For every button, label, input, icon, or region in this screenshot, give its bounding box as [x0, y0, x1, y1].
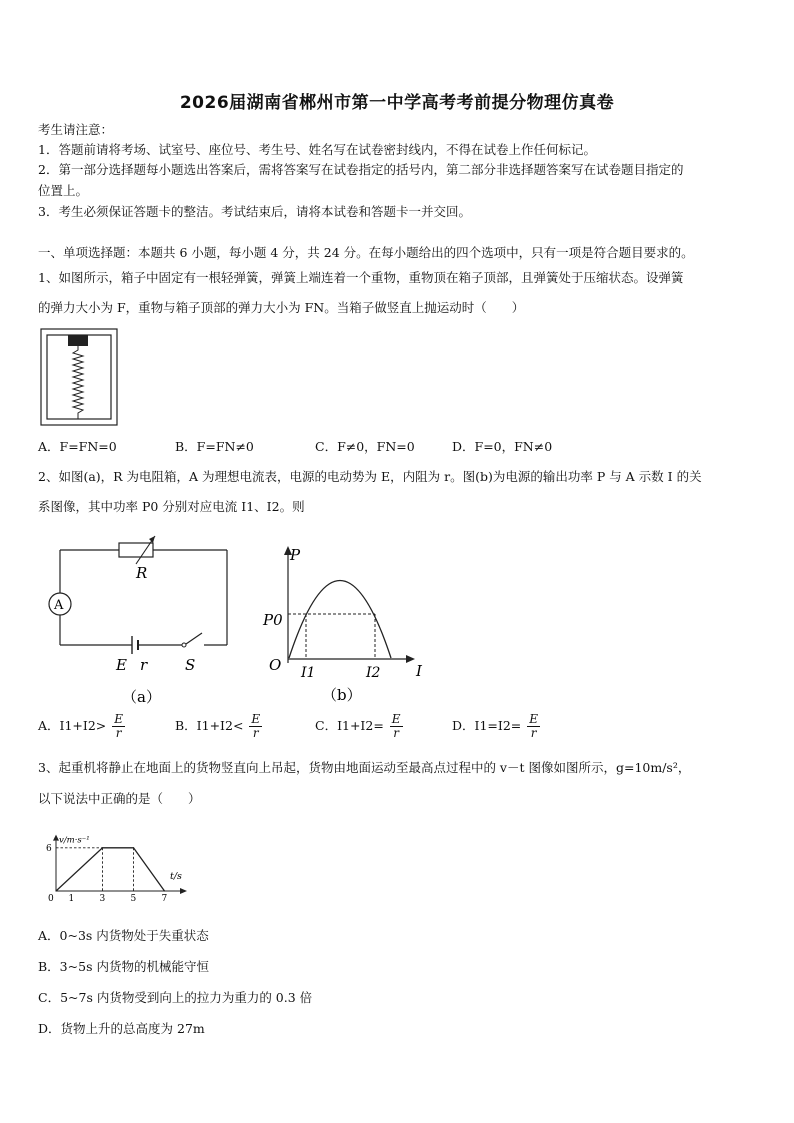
velocity-series-line: [56, 848, 165, 891]
q3-option-b[interactable]: B．3~5s 内货物的机械能守恒: [38, 959, 209, 974]
spring: [73, 346, 83, 419]
q2-stem-line2: 系图像，其中功率 P0 分别对应电流 I1、I2。则: [38, 499, 305, 514]
y-tick-label: 6: [46, 843, 52, 854]
label-ammeter: A: [54, 598, 64, 613]
label-emf: E: [116, 656, 127, 674]
q2-stem-line1: 2、如图(a)，R 为电阻箱，A 为理想电流表，电源的电动势为 E，内阻为 r。图(b)为电源的输出功率 P 与 A 示数 I 的关: [38, 469, 702, 484]
data-point: [55, 890, 56, 891]
label-i1: I1: [301, 665, 316, 681]
notice-item-1: 1．答题前请将考场、试室号、座位号、考生号、姓名写在试卷密封线内，不得在试卷上作任何标记。: [38, 142, 596, 157]
label-origin: O: [269, 656, 282, 674]
page-title: 2026届湖南省郴州市第一中学高考考前提分物理仿真卷: [179, 93, 615, 113]
frac-den: r: [393, 726, 400, 740]
q1-option-c[interactable]: C．F≠0，FN=0: [315, 439, 415, 454]
q2-option-b[interactable]: [175, 713, 262, 740]
label-i: I: [416, 662, 422, 680]
resistor-box: [119, 543, 153, 557]
fraction-e-over-r: [249, 713, 262, 740]
q2-option-a[interactable]: [38, 713, 125, 740]
x-axis-label: t/s: [170, 871, 182, 882]
q3-option-c[interactable]: C．5~7s 内货物受到向上的拉力为重力的 0.3 倍: [38, 990, 313, 1005]
q2-option-b-text: B．I1+I2<: [175, 718, 244, 733]
fraction-e-over-r: [112, 713, 125, 740]
weight-block: [68, 335, 88, 346]
switch-blade: [186, 633, 202, 644]
x-axis-arrow: [180, 888, 187, 894]
label-i2: I2: [366, 665, 381, 681]
q1-option-a[interactable]: A．F=FN=0: [38, 439, 117, 454]
caption-a: （a）: [122, 688, 161, 706]
notice-item-3: 3．考生必须保证答题卡的整洁。考试结束后，请将本试卷和答题卡一并交回。: [38, 204, 471, 219]
fraction-e-over-r: [527, 713, 540, 740]
notice-item-2: 2．第一部分选择题每小题选出答案后，需将答案写在试卷指定的括号内，第二部分非选择题答案写在试卷题目指定的: [38, 162, 684, 177]
q1-stem-line1: 1、如图所示，箱子中固定有一根轻弹簧，弹簧上端连着一个重物，重物顶在箱子顶部，且弹簧处于压缩状态。设弹簧: [38, 270, 684, 285]
label-p0: P0: [263, 611, 283, 629]
notice-heading: 考生请注意：: [38, 122, 114, 137]
fraction-e-over-r: [390, 713, 403, 740]
q3-option-d[interactable]: D．货物上升的总高度为 27m: [38, 1021, 205, 1036]
power-curve: [289, 581, 391, 659]
circuit-figure: [40, 530, 240, 710]
power-current-graph: [260, 540, 440, 710]
velocity-time-graph: [40, 825, 200, 910]
x-tick-label: 1: [68, 894, 75, 904]
frac-den: r: [252, 726, 259, 740]
frac-num: E: [529, 712, 539, 726]
q2-option-d-text: D．I1=I2=: [452, 718, 522, 733]
label-p: P: [290, 546, 301, 564]
label-r-box: R: [136, 564, 148, 582]
q1-option-d[interactable]: D．F=0，FN≠0: [452, 439, 553, 454]
x-tick-label: 7: [161, 894, 168, 904]
q2-option-d[interactable]: [452, 713, 540, 740]
data-point: [102, 847, 103, 848]
q2-option-c-text: C．I1+I2=: [315, 718, 384, 733]
notice-item-2-cont: 位置上。: [38, 183, 89, 198]
box-spring-figure: [40, 328, 120, 428]
x-tick-label: 3: [99, 894, 106, 904]
frac-num: E: [391, 712, 401, 726]
data-point: [133, 847, 134, 848]
q3-stem-line2: 以下说法中正确的是（ ）: [38, 791, 201, 806]
frac-den: r: [530, 726, 537, 740]
x-tick-label: 0: [48, 894, 54, 904]
frac-num: E: [251, 712, 261, 726]
section-heading: 一、单项选择题：本题共 6 小题，每小题 4 分，共 24 分。在每小题给出的四个选项中，只有一项是符合题目要求的。: [38, 245, 694, 260]
q2-option-c[interactable]: [315, 713, 403, 740]
switch-contact: [182, 643, 186, 647]
q1-stem-line2: 的弹力大小为 F，重物与箱子顶部的弹力大小为 FN。当箱子做竖直上抛运动时（ ）: [38, 300, 525, 315]
label-switch: S: [185, 656, 196, 674]
y-axis-label: v/m·s⁻¹: [59, 835, 90, 846]
data-point: [164, 890, 165, 891]
q1-option-b[interactable]: B．F=FN≠0: [175, 439, 254, 454]
frac-num: E: [114, 712, 124, 726]
q3-stem-line1: 3、起重机将静止在地面上的货物竖直向上吊起，货物由地面运动至最高点过程中的 v－t 图像如图所示，g=10m/s²，: [38, 760, 691, 775]
frac-den: r: [115, 726, 122, 740]
x-tick-label: 5: [130, 894, 137, 904]
q3-option-a[interactable]: A．0~3s 内货物处于失重状态: [38, 928, 209, 943]
q2-option-a-text: A．I1+I2>: [38, 718, 107, 733]
caption-b: （b）: [322, 686, 362, 704]
label-internal-r: r: [140, 656, 148, 674]
